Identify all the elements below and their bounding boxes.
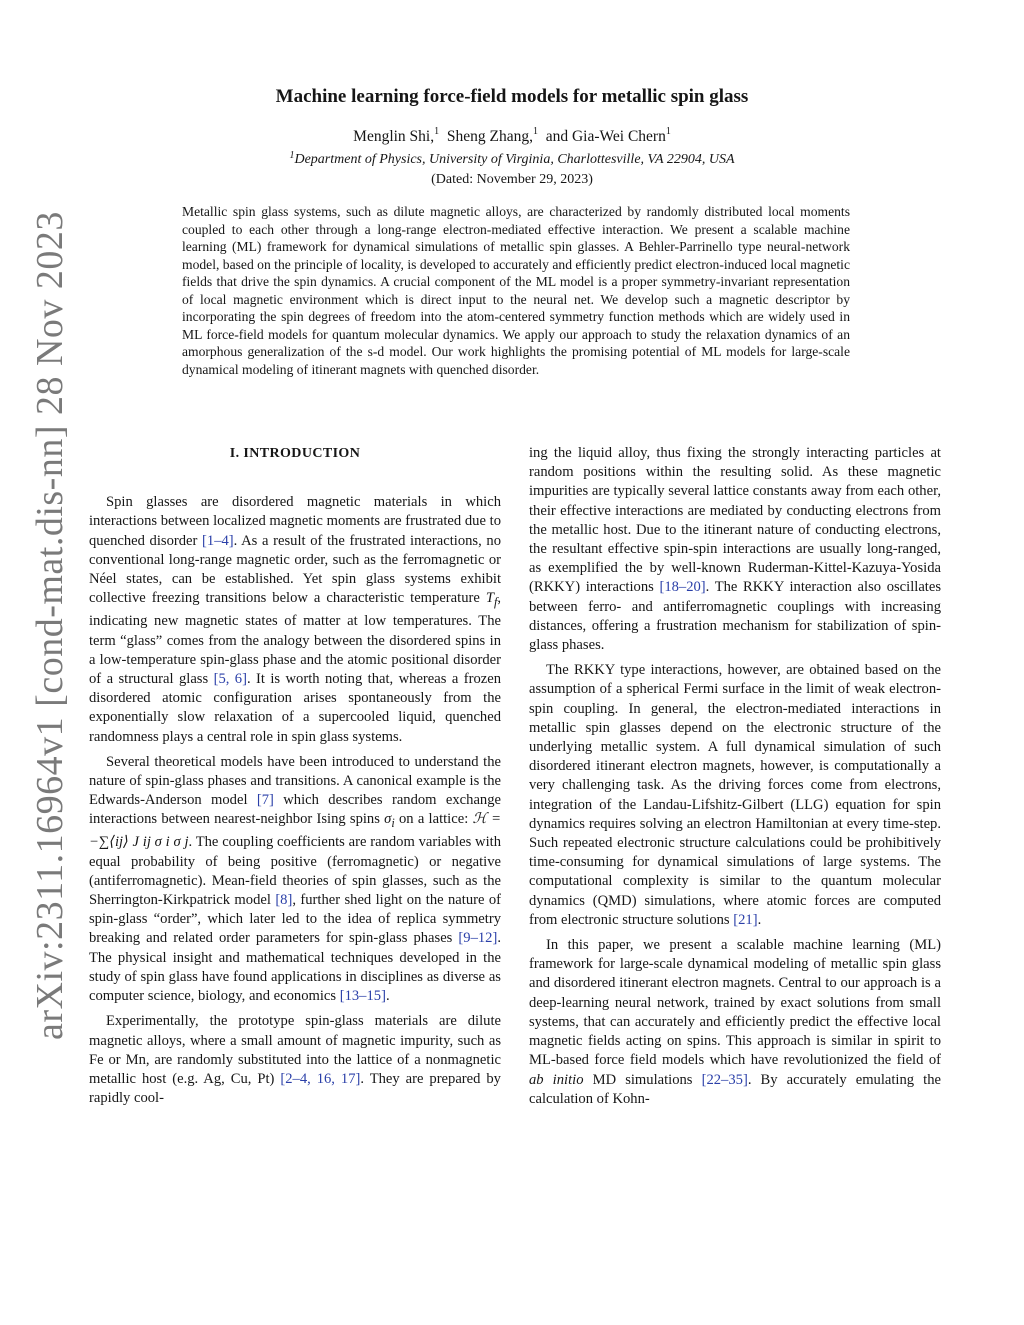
- citation-link[interactable]: [5, 6]: [213, 670, 247, 687]
- paragraph: [529, 661, 941, 930]
- paragraph: [89, 753, 501, 1007]
- citation-link[interactable]: [18–20]: [659, 579, 706, 596]
- math-symbol: σ: [384, 811, 392, 828]
- text-run: . They are prepared by rapidly cool-: [89, 1070, 501, 1107]
- text-run: , further shed light on the nature of spin-glass “order”, which later led to the idea of replica symmetry breaking and related order parameters for spin-glass phases: [89, 892, 502, 947]
- arxiv-identifier: arXiv:2311.16964v1 [cond-mat.dis-nn] 28 Nov 2023: [29, 211, 71, 1040]
- text-run: . As a result of the frustrated interactions, no conventional long-range magnetic order, such as the ferromagnetic or Néel states, can be established. Yet spin glass systems exhibit collective freezing transitions below a characteristic temperature: [89, 532, 501, 607]
- text-run: In this paper, we present a scalable machine learning (ML) framework for large-scale dynamical modeling of metallic spin glass and disordered itinerant electron magnets. Central to our approach is a deep-learning neural network, trained by exact solutions from small systems, that can accurately and efficiently predict the effective local magnetic fields acting on spins. This approach is similar in spirit to ML-based force field models which have revolutionized the field of: [529, 937, 941, 1069]
- affiliation-marker: 1: [289, 150, 295, 161]
- author-name: Sheng Zhang,: [446, 128, 533, 145]
- text-run: which describes random exchange interactions between nearest-neighbor Ising spins: [89, 792, 501, 828]
- paragraph: [529, 936, 941, 1109]
- affiliation: [0, 152, 1024, 168]
- right-column: [529, 444, 941, 1109]
- text-run: .: [757, 911, 762, 928]
- text-run: . It is worth noting that, whereas a frozen disordered atomic configuration arises spontaneously from the exponentially slow relaxation of a supercooled liquid, quenched randomness plays a central role in spin glass systems.: [89, 670, 501, 745]
- text-run: . The physical insight and mathematical techniques developed in the study of spin glass have found applications in disciplines as diverse as computer science, biology, and economics: [89, 930, 501, 1005]
- text-run: . The coupling coefficients are random variables with equal probability of being positive (ferromagnetic) or negative (antiferromagnetic). Mean-field theories of spin glasses, such as the Sherrington-Kirkpatrick model: [89, 834, 501, 909]
- affiliation-text: Department of Physics, University of Virginia, Charlottesville, VA 22904, USA: [294, 152, 735, 167]
- author-affiliation-marker: 1: [434, 126, 440, 137]
- citation-link[interactable]: [13–15]: [339, 988, 386, 1005]
- citation-link[interactable]: [8]: [275, 892, 293, 909]
- author-affiliation-marker: 1: [532, 126, 538, 137]
- paragraph: [89, 493, 501, 747]
- text-run: MD simulations: [583, 1071, 702, 1088]
- citation-link[interactable]: [22–35]: [701, 1071, 748, 1088]
- citation-link[interactable]: [2–4, 16, 17]: [280, 1070, 361, 1087]
- author-name: Menglin Shi,: [353, 128, 435, 145]
- text-run: Experimentally, the prototype spin-glass materials are dilute magnetic alloys, where a small amount of magnetic impurity, such as Fe or Mn, are randomly substituted into the lattice of a nonmagnetic metallic host (e.g. Ag, Cu, Pt): [89, 1013, 501, 1087]
- date-line: (Dated: November 29, 2023): [431, 172, 593, 187]
- text-run: . By accurately emulating the calculation of Kohn-: [529, 1071, 941, 1107]
- section-heading-introduction: I. INTRODUCTION: [229, 446, 361, 461]
- math-symbol: T: [485, 590, 494, 607]
- text-run: ing the liquid alloy, thus fixing the strongly interacting particles at random positions within the resulting solid. As these magnetic impurities are typically several lattice constants away from each other, their effective interactions are mediated by conducting electrons from the metallic host. Due to the itinerant nature of conducting electrons, the resultant effective spin-spin interactions are usually long-ranged, as exemplified the by well-known Ruderman-Kittel-Kazuya-Yosida (RKKY) interactions: [529, 445, 941, 596]
- citation-link[interactable]: [21]: [733, 911, 758, 928]
- text-run: . The RKKY interaction also oscillates between ferro- and antiferromagnetic couplings with increasing distances, offering a frustration mechanism for stabilization of spin-glass phases.: [529, 579, 942, 654]
- italic-term: ab initio: [529, 1071, 584, 1088]
- math-subscript: i: [391, 816, 395, 831]
- author-name: and Gia-Wei Chern: [545, 128, 666, 145]
- math-subscript: f: [493, 595, 498, 610]
- text-run: Several theoretical models have been introduced to understand the nature of spin-glass phases and transitions. A canonical example is the Edwards-Anderson model: [89, 753, 501, 809]
- paragraph: [89, 1012, 501, 1108]
- text-run: .: [385, 988, 390, 1005]
- text-run: , indicating new magnetic states of matter at low temperatures. The term “glass” comes from the analogy between the disordered spins in a low-temperature spin-glass phase and the atomic positional disorder of a structural glass: [89, 590, 501, 687]
- abstract: Metallic spin glass systems, such as dilute magnetic alloys, are characterized by randomly distributed local moments coupled to each other through a long-range electron-mediated effective interaction. We present a scalable machine learning (ML) framework for dynamical simulations of metallic spin glasses. A Behler-Parrinello type neural-network model, based on the principle of locality, is developed to accurately and efficiently predict electron-induced local magnetic fields that drive the spin dynamics. A crucial component of the ML model is a proper symmetry-invariant representation of local magnetic environment which is direct input to the neural net. We develop such a magnetic descriptor by incorporating the spin degrees of freedom into the atom-centered symmetry function methods which are widely used in ML force-field models for quantum molecular dynamics. We apply our approach to study the relaxation dynamics of an amorphous generalization of the s-d model. Our work highlights the promising potential of ML models for large-scale dynamical modeling of itinerant magnets with quenched disorder.: [182, 204, 850, 377]
- citation-link[interactable]: [9–12]: [458, 930, 498, 947]
- text-run: Spin glasses are disordered magnetic materials in which interactions between localized magnetic moments are frustrated due to quenched disorder: [89, 494, 501, 549]
- author-affiliation-marker: 1: [665, 126, 671, 137]
- citation-link[interactable]: [1–4]: [202, 532, 234, 549]
- hamiltonian-equation: ℋ = −∑⟨ij⟩ J ij σ i σ j: [89, 811, 501, 851]
- paragraph: [529, 444, 941, 655]
- text-run: The RKKY type interactions, however, are obtained based on the assumption of a spherical Fermi surface in the limit of weak electron-spin coupling. In general, the electron-mediated interactions in metallic spin glasses depend on the electronic structure of the underlying metallic system. A full dynamical simulation of such disordered itinerant electron magnets, however, is computationally a very challenging task. As the driving forces come from electrons, integration of the Landau-Lifshitz-Gilbert (LLG) equation for spin dynamics requires solving an electron Hamiltonian at every time-step. Such repeated electronic structure calculations could be prohibitively time-consuming for dynamical simulations of large systems. The computational complexity is similar to the quantum molecular dynamics (QMD) simulations, where atomic forces are computed from electronic structure solutions: [529, 662, 941, 928]
- paper-title: Machine learning force-field models for metallic spin glass: [275, 86, 749, 107]
- author-list: [0, 128, 1024, 146]
- left-column: [89, 440, 501, 1108]
- text-run: on a lattice:: [394, 811, 473, 828]
- citation-link[interactable]: [7]: [256, 792, 274, 809]
